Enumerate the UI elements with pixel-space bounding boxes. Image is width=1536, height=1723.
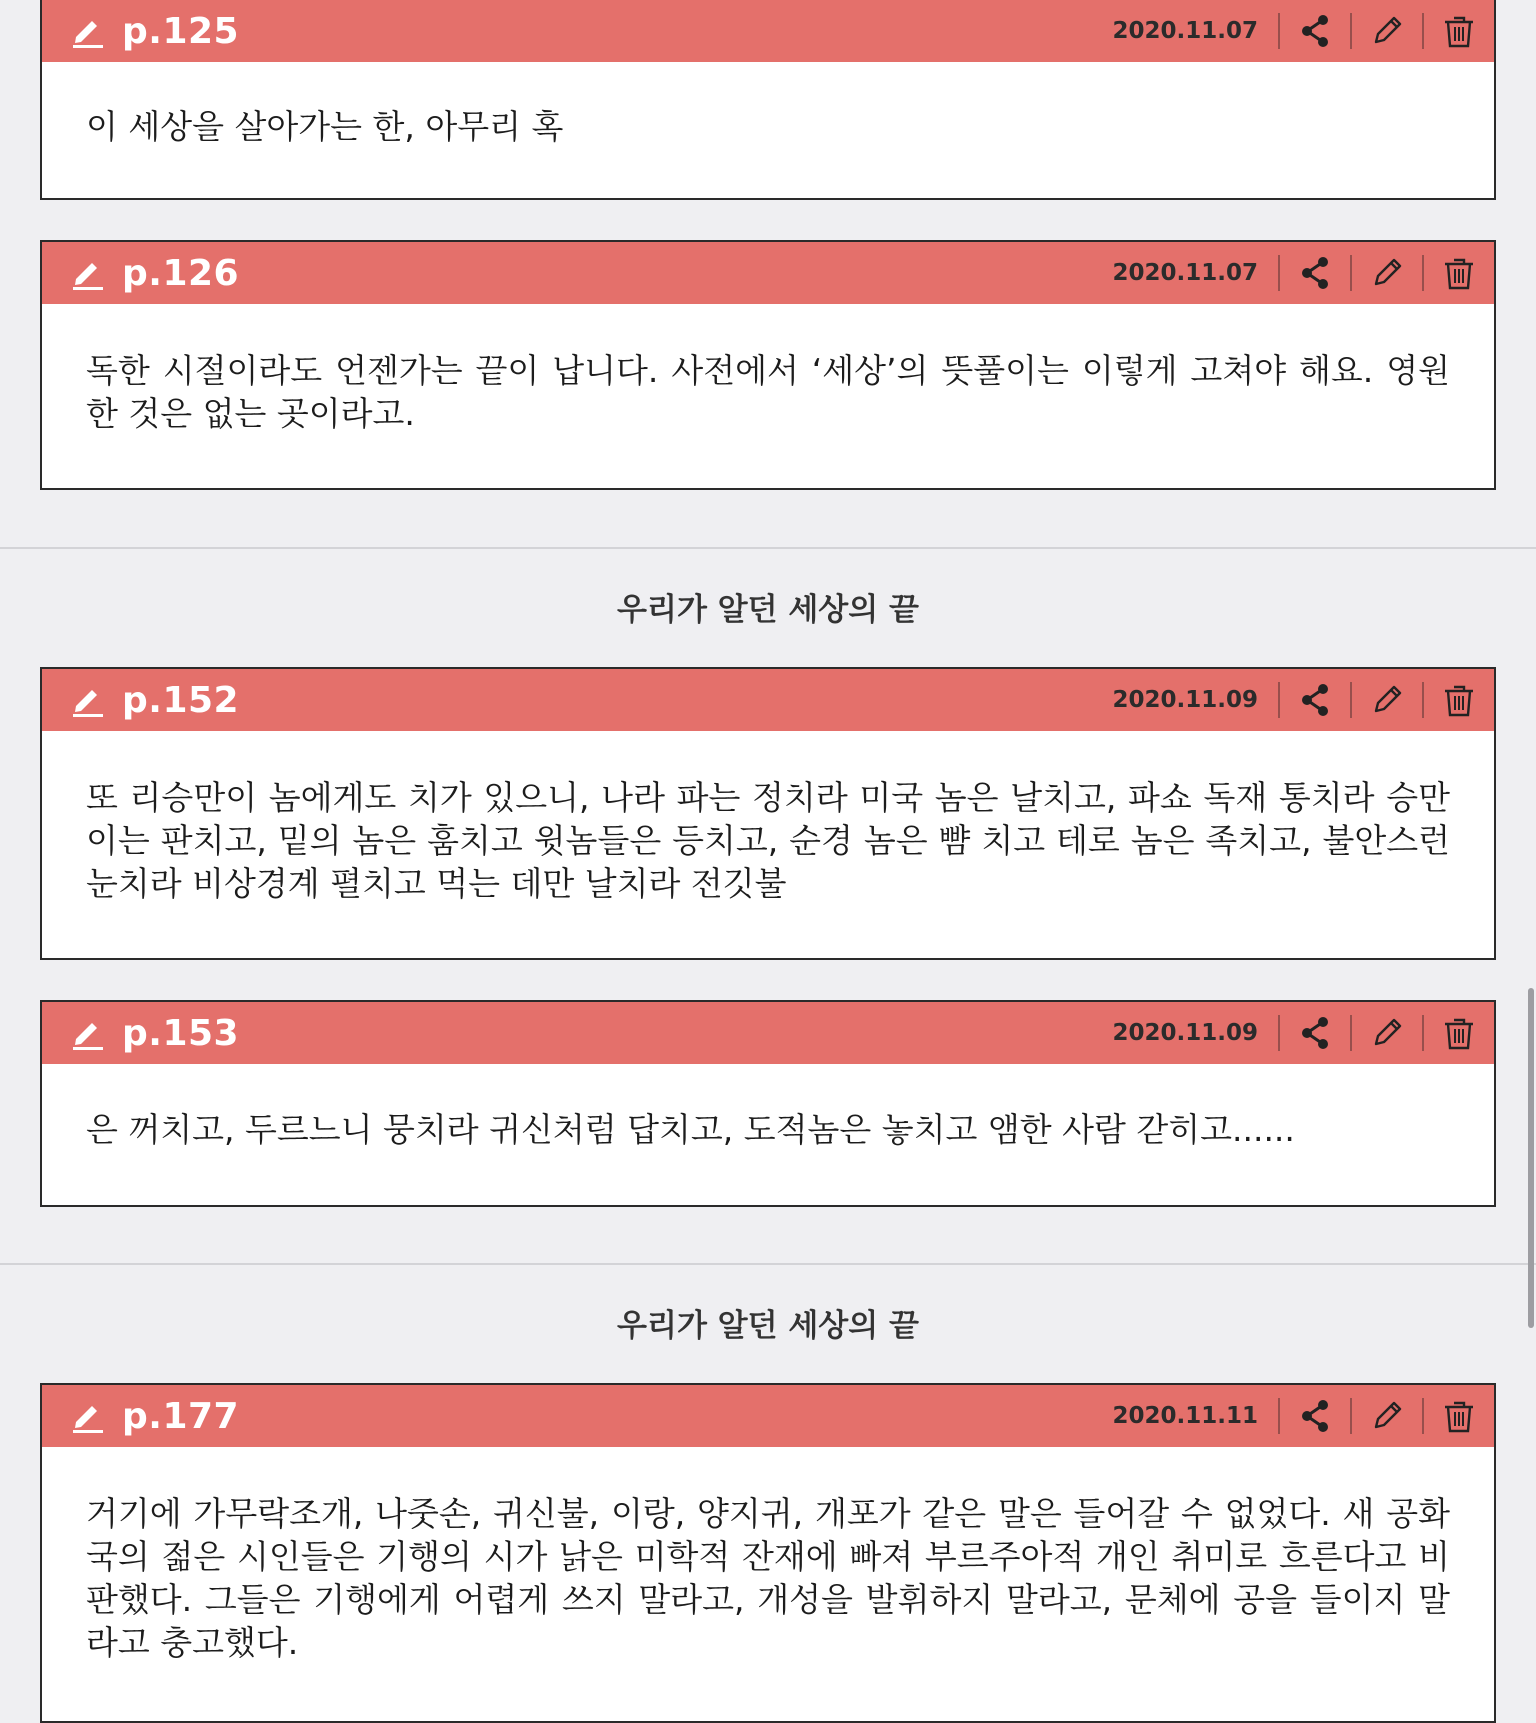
edit-button[interactable] — [1352, 1002, 1422, 1064]
note-date: 2020.11.09 — [1112, 1020, 1258, 1046]
note-text: 또 리승만이 놈에게도 치가 있으니, 나라 파는 정치라 미국 놈은 날치고, 파쇼 독재 통치라 승만이는 판치고, 밑의 놈은 훔치고 윗놈들은 등치고, 순경 놈은 뺨 치고 테로 놈은 족치고, 불안스런 눈치라 비상경계 펼치고 먹는 데만 날치라 전깃불 — [86, 778, 1450, 903]
trash-icon — [1442, 13, 1476, 49]
note-card — [40, 667, 1496, 960]
note-card — [40, 0, 1496, 200]
note-date: 2020.11.11 — [1112, 1403, 1258, 1429]
pencil-icon — [1370, 1016, 1404, 1050]
edit-button[interactable] — [1352, 1385, 1422, 1447]
note-text: 독한 시절이라도 언젠가는 끝이 납니다. 사전에서 ‘세상’의 뜻풀이는 이렇게 고쳐야 해요. 영원한 것은 없는 곳이라고. — [86, 351, 1450, 433]
pencil-underline-icon — [68, 680, 108, 720]
share-icon — [1298, 1398, 1332, 1434]
note-header — [42, 0, 1494, 62]
share-button[interactable] — [1280, 1385, 1350, 1447]
share-icon — [1298, 13, 1332, 49]
note-header — [42, 242, 1494, 304]
note-actions — [1112, 669, 1494, 731]
pencil-underline-icon — [68, 1396, 108, 1436]
note-page-number: p.126 — [122, 252, 240, 294]
share-button[interactable] — [1280, 1002, 1350, 1064]
delete-button[interactable] — [1424, 242, 1494, 304]
note-date: 2020.11.07 — [1112, 18, 1258, 44]
note-page-number: p.152 — [122, 679, 240, 721]
trash-icon — [1442, 1398, 1476, 1434]
pencil-icon — [1370, 683, 1404, 717]
share-button[interactable] — [1280, 669, 1350, 731]
scrollbar[interactable] — [1528, 988, 1534, 1328]
note-card — [40, 1000, 1496, 1207]
note-card — [40, 1383, 1496, 1723]
section-divider — [0, 1263, 1536, 1265]
share-button[interactable] — [1280, 242, 1350, 304]
note-actions — [1112, 242, 1494, 304]
delete-button[interactable] — [1424, 1002, 1494, 1064]
pencil-icon — [1370, 256, 1404, 290]
edit-button[interactable] — [1352, 242, 1422, 304]
edit-button[interactable] — [1352, 669, 1422, 731]
note-actions — [1112, 0, 1494, 62]
note-page-number: p.177 — [122, 1395, 240, 1437]
note-header — [42, 669, 1494, 731]
note-text: 은 꺼치고, 두르느니 뭉치라 귀신처럼 답치고, 도적놈은 놓치고 앰한 사람 갇히고...... — [86, 1110, 1295, 1149]
trash-icon — [1442, 1015, 1476, 1051]
note-date: 2020.11.09 — [1112, 687, 1258, 713]
share-icon — [1298, 682, 1332, 718]
pencil-underline-icon — [68, 11, 108, 51]
trash-icon — [1442, 255, 1476, 291]
section-title: 우리가 알던 세상의 끝 — [617, 1308, 919, 1344]
section-title: 우리가 알던 세상의 끝 — [617, 592, 919, 628]
note-actions — [1112, 1385, 1494, 1447]
section-divider — [0, 547, 1536, 549]
note-page-number: p.125 — [122, 10, 240, 52]
note-date: 2020.11.07 — [1112, 260, 1258, 286]
share-icon — [1298, 255, 1332, 291]
delete-button[interactable] — [1424, 0, 1494, 62]
note-page-number: p.153 — [122, 1012, 240, 1054]
note-header — [42, 1002, 1494, 1064]
note-text: 거기에 가무락조개, 나줏손, 귀신불, 이랑, 양지귀, 개포가 같은 말은 들어갈 수 없었다. 새 공화국의 젊은 시인들은 기행의 시가 낡은 미학적 잔재에 빠져 부르주아적 개인 취미로 흐른다고 비판했다. 그들은 기행에게 어렵게 쓰지 말라고, 개성을 발휘하지 말라고, 문체에 공을 들이지 말라고 충고했다. — [86, 1494, 1450, 1662]
pencil-underline-icon — [68, 253, 108, 293]
edit-button[interactable] — [1352, 0, 1422, 62]
note-text: 이 세상을 살아가는 한, 아무리 혹 — [86, 107, 564, 146]
share-button[interactable] — [1280, 0, 1350, 62]
share-icon — [1298, 1015, 1332, 1051]
delete-button[interactable] — [1424, 1385, 1494, 1447]
delete-button[interactable] — [1424, 669, 1494, 731]
pencil-icon — [1370, 14, 1404, 48]
trash-icon — [1442, 682, 1476, 718]
pencil-underline-icon — [68, 1013, 108, 1053]
pencil-icon — [1370, 1399, 1404, 1433]
note-card — [40, 240, 1496, 490]
note-actions — [1112, 1002, 1494, 1064]
note-header — [42, 1385, 1494, 1447]
